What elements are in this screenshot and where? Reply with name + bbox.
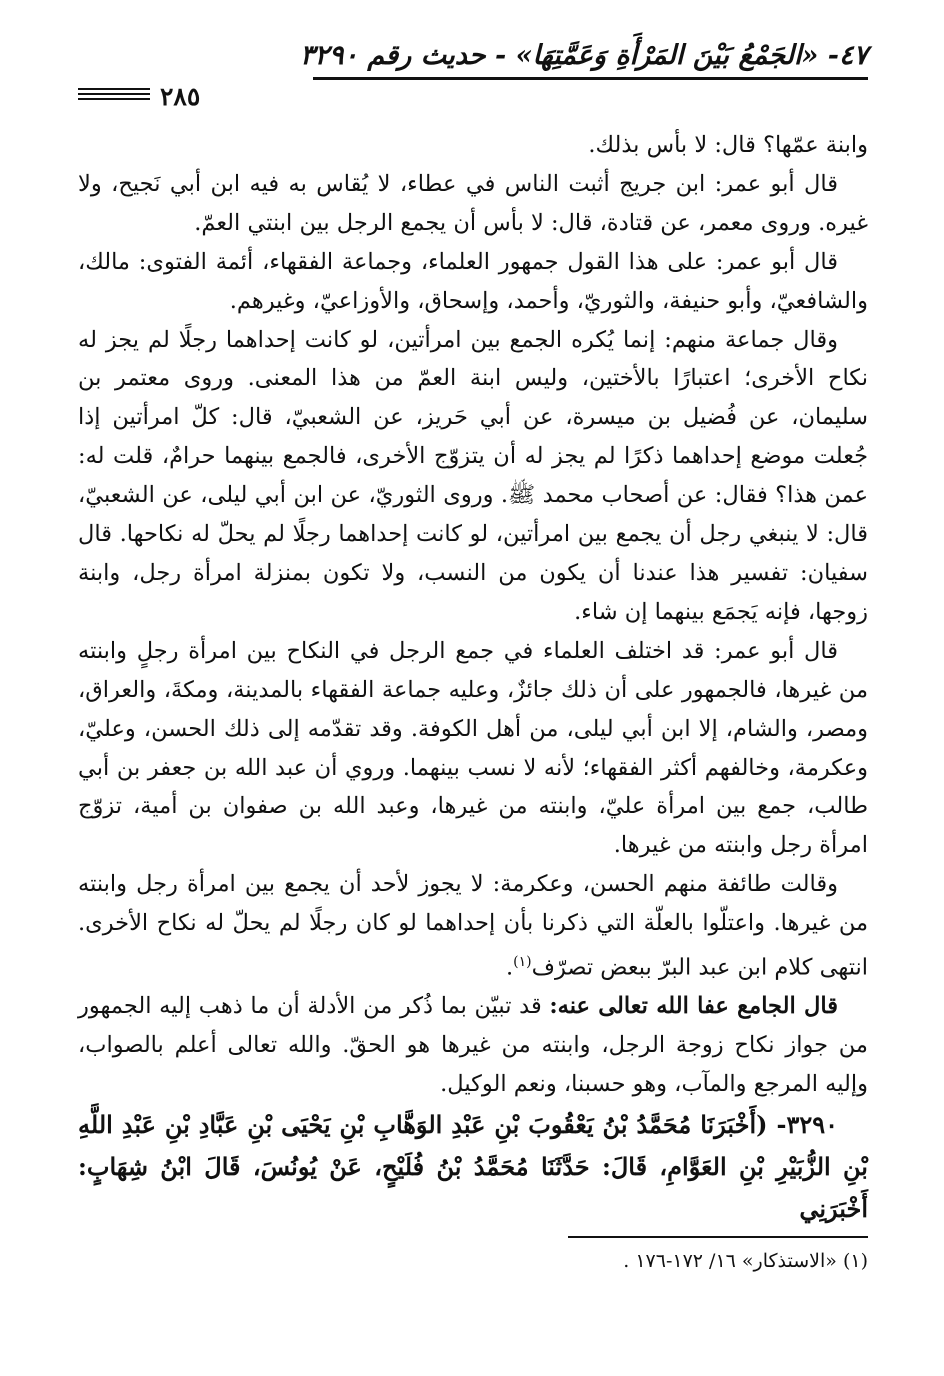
chapter-title: ٤٧- «الجَمْعُ بَيْنَ المَرْأَةِ وَعَمَّتِهَا» - حديث رقم ٣٢٩٠ [299, 40, 868, 71]
document-page [78, 40, 868, 1272]
paragraph-1: وابنة عمّها؟ قال: لا بأس بذلك. [588, 132, 868, 158]
paragraph-4: وقال جماعة منهم: إنما يُكره الجمع بين امرأتين، لو كانت إحداهما رجلًا لم يجز له نكاح الأخرى؛ اعتبارًا بالأختين، وليس ابنة العمّ من هذا المعنى. وروى معتمر بن سليمان، عن فُضيل بن ميسرة، عن أبي حَريز، عن الشعبيّ، قال: كلّ امرأتين إذا جُعلت موضع إحداهما ذكرًا لم يجز له أن يتزوّج الأخرى، فالجمع بينهما حرامٌ، قلت له: عمن هذا؟ فقال: عن أصحاب محمد ﷺ. وروى الثوريّ، عن ابن أبي ليلى، عن الشعبيّ، قال: لا ينبغي رجل أن يجمع بين امرأتين، لو كانت إحداهما رجلًا لم يحلّ له نكاحها. قال سفيان: تفسير هذا عندنا أن يكون من النسب، ولا تكون بمنزلة امرأة رجل، وابنة زوجها، فإنه يَجمَع بينهما إن شاء. [78, 326, 868, 625]
footnote: (١) «الاستذكار» ١٦/ ١٧٢-١٧٦ . [623, 1250, 868, 1272]
compiler-label: قال الجامع عفا الله تعالى عنه: [549, 993, 838, 1020]
paragraph-6: وقالت طائفة منهم الحسن، وعكرمة: لا يجوز لأحد أن يجمع بين امرأة رجل وابنته من غيرها. واعتلّوا بالعلّة التي ذكرنا بأن إحداهما لو كان رجلًا لم يحلّ له نكاح الأخرى. انتهى كلام ابن عبد البرّ ببعض تصرّف$^{(١)}$. [78, 871, 868, 981]
page-number: ٢٨٥ [160, 82, 201, 111]
page-number-mark [78, 88, 150, 101]
page-header [78, 40, 868, 111]
paragraph-3: قال أبو عمر: على هذا القول جمهور العلماء، وجماعة الفقهاء، أئمة الفتوى: مالك، والشافعيّ، وأبو حنيفة، والثوريّ، وأحمد، وإسحاق، والأوزاعيّ، وغيرهم. [78, 248, 868, 314]
paragraph-6-text: وقالت طائفة منهم الحسن، وعكرمة: لا يجوز لأحد أن يجمع بين امرأة رجل وابنته من غيرها. واعتلّوا بالعلّة التي ذكرنا بأن إحداهما لو كان رجلًا لم يحلّ له نكاح الأخرى. انتهى كلام ابن عبد البرّ ببعض تصرّف [78, 871, 868, 981]
hadith-isnad: ٣٢٩٠- (أَخْبَرَنَا مُحَمَّدُ بْنُ يَعْقُوبَ بْنِ عَبْدِ الوَهَّابِ بْنِ يَحْيَى بْنِ عَبَّادِ بْنِ عَبْدِ اللَّهِ بْنِ الزُّبَيْرِ بْنِ العَوَّامِ، قَالَ: حَدَّثَنَا مُحَمَّدُ بْنُ فُلَيْحٍ، عَنْ يُونُسَ، قَالَ ابْنُ شِهَابٍ: أَخْبَرَنِي [78, 1110, 868, 1224]
compiler-note [78, 987, 868, 1104]
header-rule [313, 77, 868, 80]
paragraph-5: قال أبو عمر: قد اختلف العلماء في جمع الرجل في النكاح بين امرأة رجلٍ وابنته من غيرها، فالجمهور على أن ذلك جائزٌ، وعليه جماعة الفقهاء بالمدينة، ومكةَ، والعراق، ومصر، والشام، إلا ابن أبي ليلى، من أهل الكوفة. وقد تقدّمه إلى ذلك الحسن، وعليّ، وعكرمة، وخالفهم أكثر الفقهاء؛ لأنه لا نسب بينهما. وروي أن عبد الله بن جعفر بن أبي طالب، جمع بين امرأة عليّ، وابنته من غيرها، وعبد الله بن صفوان بن أمية، تزوّج امرأة رجل وابنته من غيرها. [78, 637, 868, 859]
footnote-marker[interactable]: (١) [513, 954, 532, 971]
compiler-text: قد تبيّن بما ذُكر من الأدلة أن ما ذهب إليه الجمهور من جواز نكاح زوجة الرجل، وابنته من غيرها هو الحقّ. والله تعالى أعلم بالصواب، وإليه المرجع والمآب، وهو حسبنا، ونعم الوكيل. [78, 993, 868, 1098]
body-text [78, 126, 868, 1230]
paragraph-2: قال أبو عمر: ابن جريج أثبت الناس في عطاء، لا يُقاس به فيه ابن أبي نَجيح، ولا غيره. وروى معمر، عن قتادة، قال: لا بأس أن يجمع الرجل بين ابنتي العمّ. [78, 170, 868, 236]
footnote-rule [568, 1236, 868, 1238]
